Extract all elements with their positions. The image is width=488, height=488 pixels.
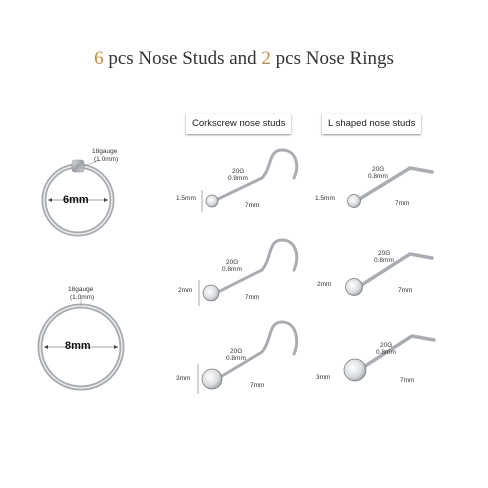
cork2-length: 7mm (245, 294, 260, 301)
l1-length: 7mm (395, 200, 410, 207)
cork1-gem-size: 1.5mm (176, 195, 196, 202)
ring2-gauge: 18gauge (68, 286, 94, 293)
ring1-diameter: 6mm (63, 194, 89, 206)
l1-gauge: 20G (372, 166, 385, 173)
corkscrew-header: Corkscrew nose studs (186, 114, 291, 134)
cork1-gauge: 20G (232, 168, 245, 175)
l2-gauge: 20G (378, 250, 391, 257)
l2-gem-size: 2mm (317, 281, 332, 288)
cork2-gauge-mm: 0.8mm (222, 266, 242, 273)
l-stud-1 (348, 168, 433, 208)
l3-gauge: 20G (380, 342, 393, 349)
ring1-gauge-mm: (1.0mm) (94, 156, 119, 163)
cork3-gem-size: 3mm (176, 375, 191, 382)
lshaped-header: L shaped nose studs (322, 114, 421, 134)
l1-gauge-mm: 0.8mm (368, 173, 388, 180)
title-part-1: pcs Nose Studs and (103, 48, 262, 69)
ring1-gauge: 18gauge (92, 148, 118, 155)
ring2-gauge-mm: (1.0mm) (70, 294, 95, 301)
l3-gauge-mm: 0.8mm (376, 349, 396, 356)
l1-gem-size: 1.5mm (315, 195, 335, 202)
title-part-2: pcs Nose Rings (270, 48, 394, 69)
l3-length: 7mm (400, 377, 415, 384)
l3-gem-size: 3mm (316, 374, 331, 381)
cork3-gauge: 20G (230, 348, 243, 355)
l2-gauge-mm: 0.8mm (374, 257, 394, 264)
corkscrew-stud-3 (198, 322, 297, 394)
cork3-gauge-mm: 0.8mm (226, 355, 246, 362)
rings-count: 2 (261, 48, 271, 69)
cork3-length: 7mm (250, 382, 265, 389)
cork2-gem-size: 2mm (178, 287, 193, 294)
l2-length: 7mm (398, 287, 413, 294)
cork2-gauge: 20G (226, 259, 239, 266)
ring2-diameter: 8mm (65, 340, 91, 352)
cork1-length: 7mm (245, 202, 260, 209)
studs-count: 6 (94, 48, 104, 69)
cork1-gauge-mm: 0.8mm (228, 175, 248, 182)
